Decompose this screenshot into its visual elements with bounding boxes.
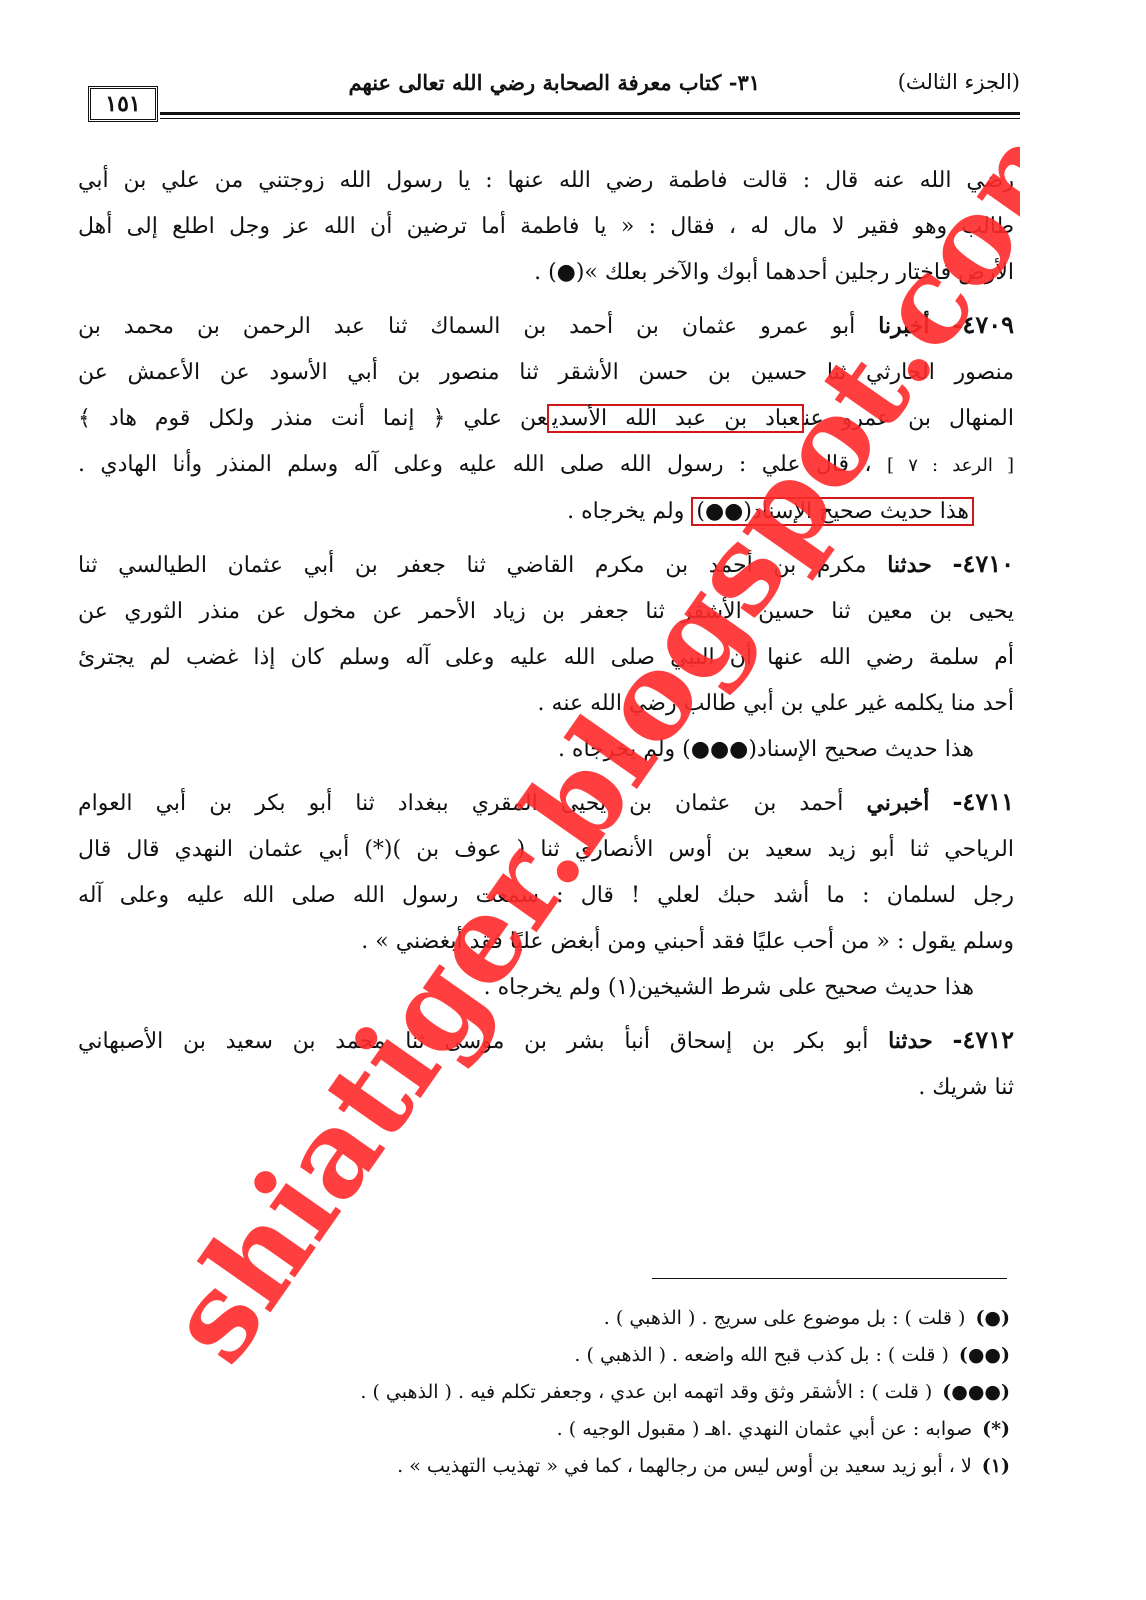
text-line [78,302,1014,350]
text-line [78,541,1014,589]
main-text [78,158,1014,1111]
text-span: أبو عمرو عثمان بن أحمد بن السماك ثنا عبد الرحمن بن محمد بن [78,314,856,339]
footnote-mark: (●●) [958,1344,1010,1366]
hadith-number: ٤٧١١- [952,787,1014,816]
footnote-mark: (*) [982,1418,1010,1440]
text-span: ، قال علي : رسول الله صلى الله عليه وعلى آله وسلم المنذر وأنا الهادي . [78,452,872,477]
text-line: الأرض فاختار رجلين أحدهما أبوك والآخر بعلك »(●) . [534,260,1014,285]
page-number: ١٥١ [88,86,158,122]
footnote-text: ( قلت ) : الأشقر وثق وقد اتهمه ابن عدي ، وجعفر تكلم فيه . ( الذهبي ) . [360,1381,933,1403]
text-line: الرياحي ثنا أبو زيد سعيد بن أوس الأنصاري ثنا ( عوف بن )(*) أبي عثمان النهدي قال قال [78,837,1014,862]
text-line: أم سلمة رضي الله عنها أن النبي صلى الله عليه وعلى آله وسلم كان إذا غضب لم يجترئ [78,645,1014,670]
highlight-box-narrator: عباد بن عبد الله الأسدي [547,404,803,433]
text-line: يحيى بن معين ثنا حسين الأشقر ثنا جعفر بن زياد الأحمر عن مخول عن منذر الثوري عن [78,599,1014,624]
text-line [78,442,1014,489]
hadith-4712 [78,1017,1014,1111]
transmission-verb: أخبرني [866,790,930,816]
text-line: هذا حديث صحيح الإسناد(●●●) ولم يخرجاه . [557,737,974,762]
text-line [78,396,1014,442]
text-line [78,1017,1014,1065]
volume-label: (الجزء الثالث) [897,70,1020,94]
transmission-verb: حدثنا [888,1028,933,1054]
footnote [100,1300,1010,1337]
text-span: المنهال بن عمرو عن [803,406,1014,431]
footnote [100,1337,1010,1374]
hadith-number: ٤٧١٢- [952,1025,1014,1054]
paragraph-continued [78,158,1014,296]
hadith-4710 [78,541,1014,773]
text-span: عن علي ﴿ إنما أنت منذر ولكل قوم هاد ﴾ [78,406,548,431]
highlight-box-grading: هذا حديث صحيح الإسناد(●●) [691,497,974,526]
hadith-4711 [78,779,1014,1011]
footnote-text: ( قلت ) : بل كذب قبح الله واضعه . ( الذهبي ) . [574,1344,949,1366]
footnote [100,1411,1010,1448]
verse-reference: [ الرعد : ٧ ] [887,455,1014,476]
text-line: وسلم يقول : « من أحب عليًا فقد أحبني ومن أبغض عليًا فقد أبغضني » . [361,929,1014,954]
hadith-4709 [78,302,1014,535]
hadith-number: ٤٧٠٩- [952,310,1014,339]
text-span: أحمد بن عثمان بن يحيى المقري ببغداد ثنا أبو بكر بن أبي العوام [78,791,844,816]
footnote [100,1374,1010,1411]
text-span: أبو بكر بن إسحاق أنبأ بشر بن موسى ثنا محمد بن سعيد بن الأصبهاني [78,1029,869,1054]
transmission-verb: أخبرنا [878,313,930,339]
text-span: ولم يخرجاه . [567,499,685,524]
footnote-mark: (●●●) [942,1381,1010,1403]
text-line: أحد منا يكلمه غير علي بن أبي طالب رضي الله عنه . [537,691,1014,716]
footnote-text: صوابه : عن أبي عثمان النهدي .اهـ ( مقبول الوجيه ) . [556,1418,973,1440]
text-line [78,489,1014,535]
page-header [88,70,1020,132]
footnote-text: ( قلت ) : بل موضوع على سريج . ( الذهبي ) . [603,1307,966,1329]
hadith-number: ٤٧١٠- [952,549,1015,578]
text-span: مكرم بن أحمد بن مكرم القاضي ثنا جعفر بن أبي عثمان الطيالسي ثنا [78,553,867,578]
transmission-verb: حدثنا [887,552,932,578]
footnotes [100,1300,1010,1485]
chapter-title: ٣١- كتاب معرفة الصحابة رضي الله تعالى عنهم [348,70,760,95]
header-rule [160,112,1020,115]
footnote-text: لا ، أبو زيد سعيد بن أوس ليس من رجالهما ، كما في « تهذيب التهذيب » . [397,1455,972,1477]
footnote [100,1448,1010,1485]
header-rule-thin [160,118,1020,119]
footnote-mark: (●) [975,1307,1010,1329]
text-line [78,779,1014,827]
text-line: منصور الحارثي ثنا حسين بن حسن الأشقر ثنا منصور بن أبي الأسود عن الأعمش عن [78,360,1014,385]
text-line: رضي الله عنه قال : قالت فاطمة رضي الله عنها : يا رسول الله زوجتني من علي بن أبي [78,168,1014,193]
watermark-text: shiatiger.blogspot.com [139,140,1020,1387]
footnote-mark: (١) [981,1455,1010,1477]
text-line: هذا حديث صحيح على شرط الشيخين(١) ولم يخرجاه . [483,975,974,1000]
text-line: ثنا شريك . [918,1075,1014,1100]
footnote-divider [652,1278,1007,1279]
text-line: رجل لسلمان : ما أشد حبك لعلي ! قال : سمعت رسول الله صلى الله عليه وعلى آله [78,883,1014,908]
text-line: طالب وهو فقير لا مال له ، فقال : « يا فاطمة أما ترضين أن الله عز وجل اطلع إلى أهل [78,214,1014,239]
